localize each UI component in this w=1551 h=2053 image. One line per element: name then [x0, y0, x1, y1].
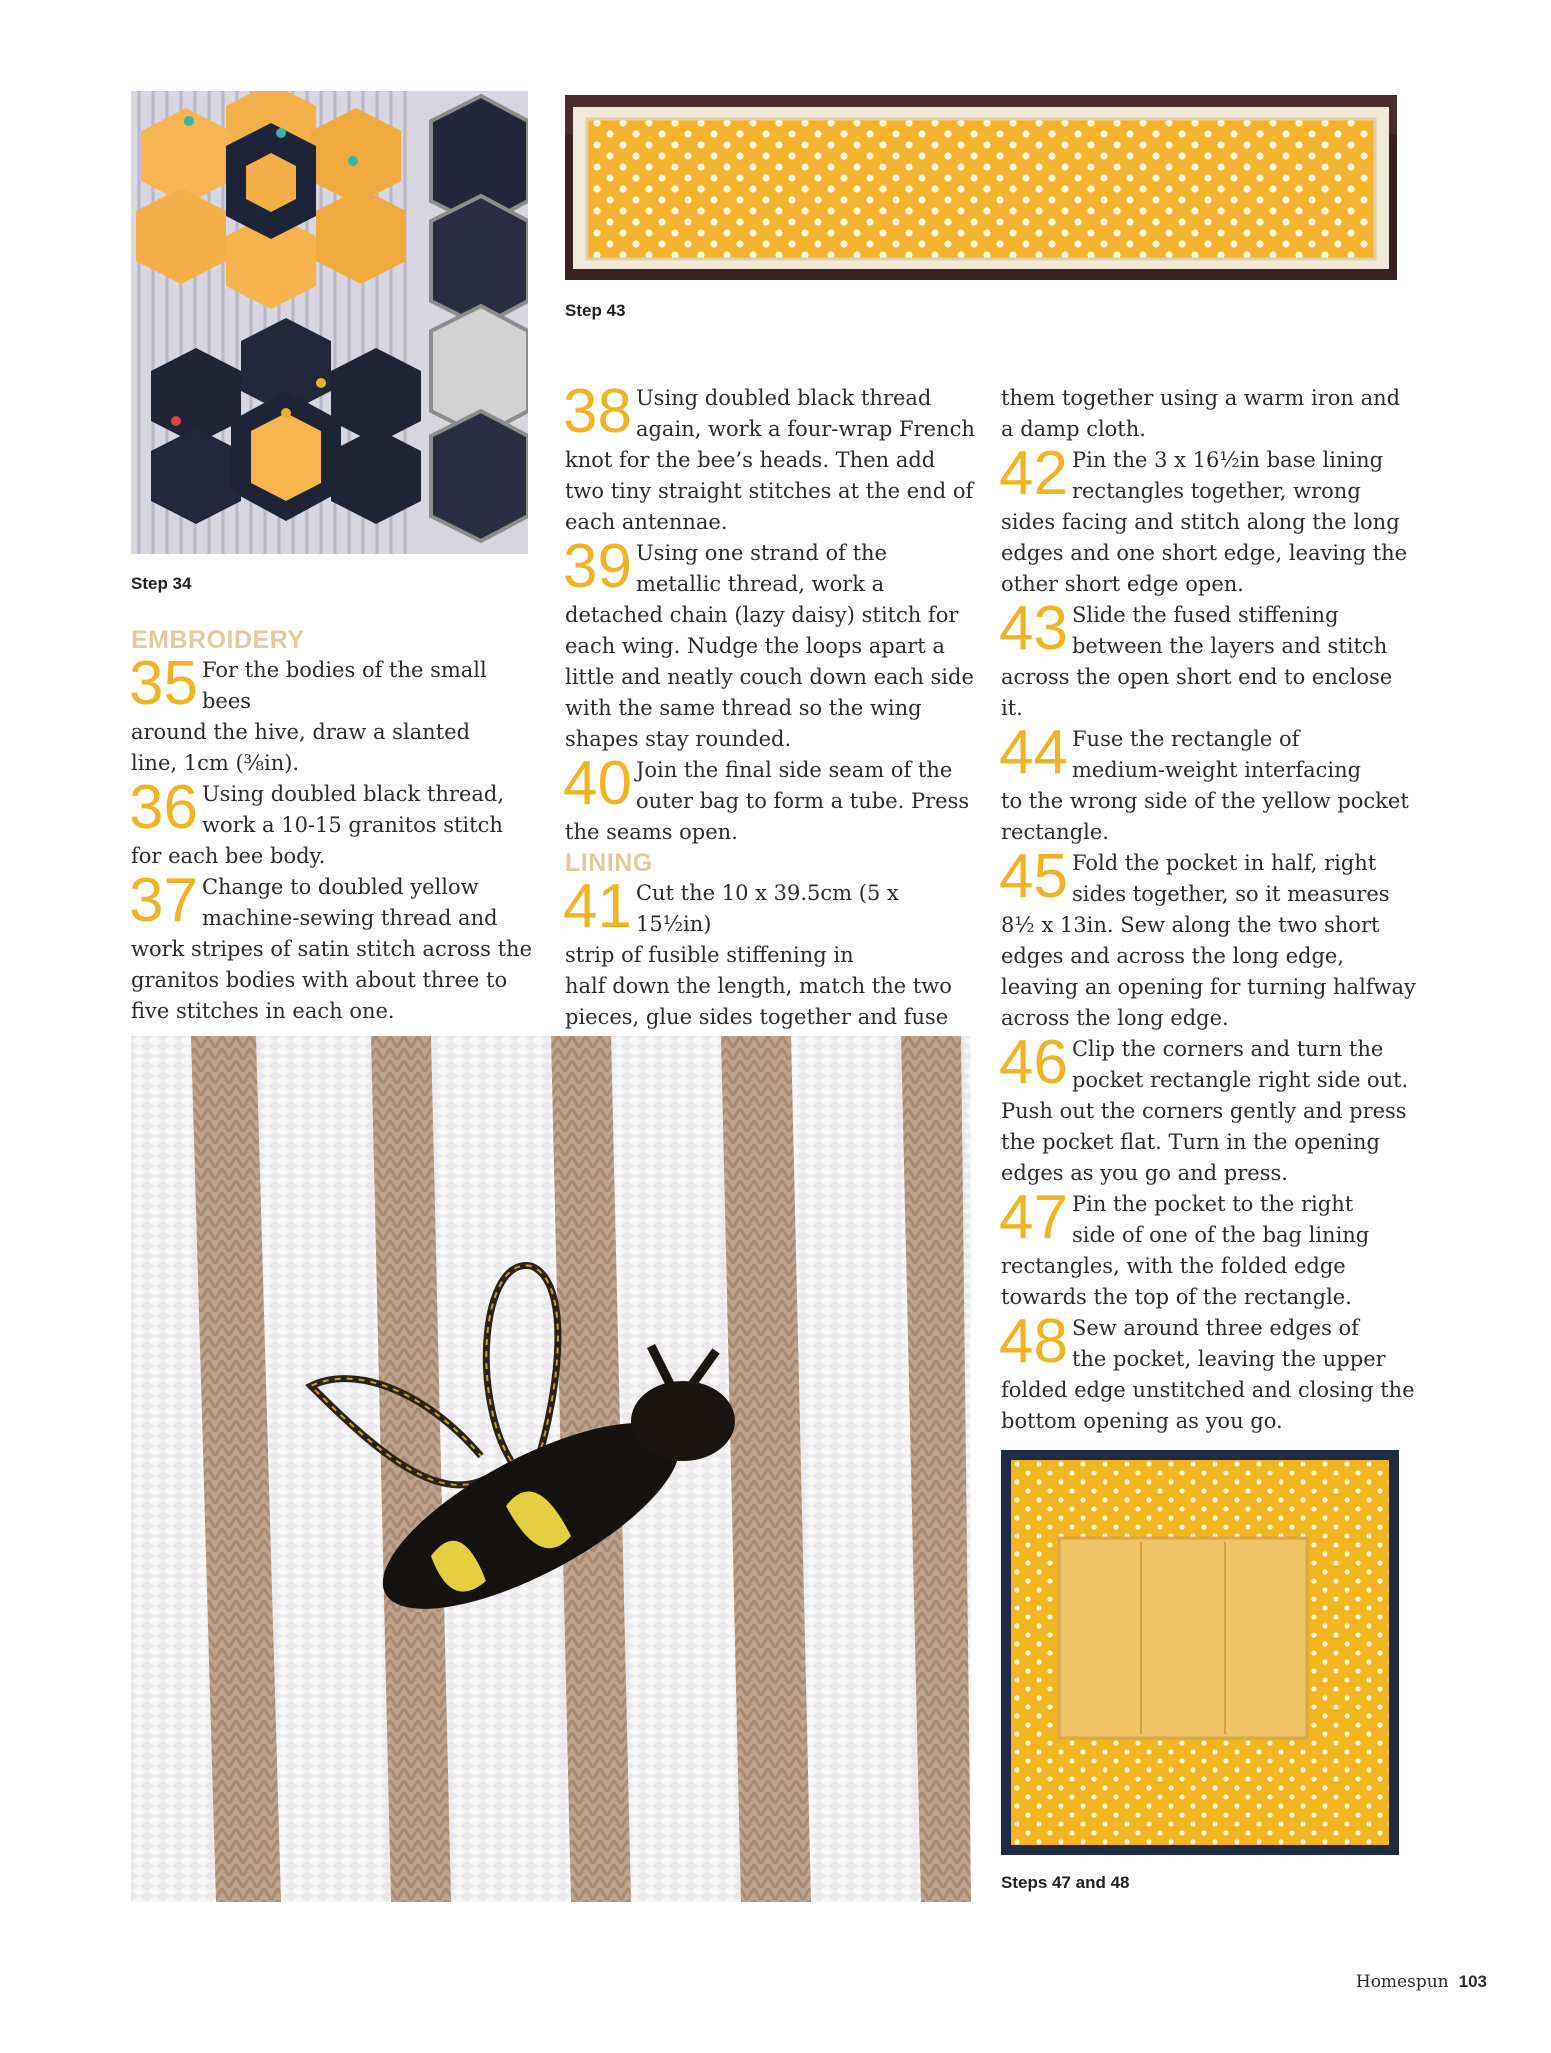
- step-text: work stripes of satin stitch across the granitos bodies with about three to five stitches in each one.: [131, 937, 533, 1023]
- photo-embroidered-bee: [131, 1036, 971, 1902]
- step-text: to the wrong side of the yellow pocket rectangle.: [1001, 789, 1409, 844]
- step-line-2: machine-sewing thread and: [201, 906, 498, 930]
- step-44: [999, 718, 1416, 848]
- photo-steps-47-48: [1001, 1450, 1399, 1855]
- caption-step-43: Step 43: [565, 301, 626, 320]
- photo-step-43: [565, 95, 1397, 280]
- step-number: 43: [999, 594, 1068, 663]
- step-text: rectangles, with the folded edge towards the top of the rectangle.: [1001, 1254, 1352, 1309]
- column-middle: [563, 377, 975, 1033]
- step-line-2: rectangles together, wrong: [1071, 479, 1361, 503]
- step-35: [129, 649, 541, 779]
- column-left: [131, 625, 541, 1027]
- step-38: [563, 377, 975, 538]
- step-43: [999, 594, 1416, 724]
- step-line-1: Sew around three edges of: [1071, 1316, 1359, 1340]
- step-number: 47: [999, 1183, 1068, 1252]
- step-line-1: Using doubled black thread: [635, 386, 932, 410]
- step-text: line, 1cm (⅜in).: [131, 751, 300, 775]
- step-line-1: Pin the pocket to the right: [1071, 1192, 1354, 1216]
- step-line-2: pocket rectangle right side out.: [1071, 1068, 1409, 1092]
- step-line-2: between the layers and stitch: [1071, 634, 1388, 658]
- step-48: [999, 1307, 1416, 1437]
- step-46: [999, 1028, 1416, 1189]
- step-line-2: outer bag to form a tube. Press: [635, 789, 970, 813]
- column-right: [1001, 383, 1416, 1437]
- step-39: [563, 532, 975, 755]
- step-line-2: work a 10-15 granitos stitch: [201, 813, 503, 837]
- step-text: detached chain (lazy daisy) stitch for each wing. Nudge the loops apart a little and neatly couch down each side with the same thread so the wing shapes stay rounded.: [565, 603, 974, 751]
- step-text: across the open short end to enclose it.: [1001, 665, 1393, 720]
- heading-lining: LINING: [565, 849, 653, 877]
- step-text: for each bee body.: [131, 844, 326, 868]
- heading-embroidery: EMBROIDERY: [131, 626, 305, 654]
- photo-step-34: [131, 91, 528, 554]
- step-number: 45: [999, 842, 1068, 911]
- step-41: [563, 872, 975, 1033]
- step-line-1: Fold the pocket in half, right: [1071, 851, 1377, 875]
- step-number: 41: [563, 872, 632, 941]
- step-number: 39: [563, 532, 632, 601]
- magazine-name: Homespun: [1355, 1972, 1449, 1992]
- step-line-2: again, work a four-wrap French: [635, 417, 975, 441]
- step-number: 40: [563, 749, 632, 818]
- step-line-1: Cut the 10 x 39.5cm (5 x 15½in): [635, 881, 899, 936]
- step-line-1: Using one strand of the: [635, 541, 887, 565]
- step-line-1: Change to doubled yellow: [201, 875, 479, 899]
- step-number: 46: [999, 1028, 1068, 1097]
- step-number: 35: [129, 649, 198, 718]
- step-line-2: side of one of the bag lining: [1071, 1223, 1370, 1247]
- step-number: 44: [999, 718, 1068, 787]
- step-text: Push out the corners gently and press the pocket flat. Turn in the opening edges as you go and press.: [1001, 1099, 1407, 1185]
- step-line-1: Fuse the rectangle of: [1071, 727, 1300, 751]
- page-footer: [1356, 1972, 1487, 1992]
- step-number: 48: [999, 1307, 1068, 1376]
- step-line-2: around the hive, draw a slanted: [131, 720, 471, 744]
- step-line-1: For the bodies of the small bees: [201, 658, 487, 713]
- step-36: [129, 773, 541, 872]
- step-line-2: metallic thread, work a: [635, 572, 885, 596]
- step-line-1: Pin the 3 x 16½in base lining: [1071, 448, 1384, 472]
- step-line-2: the pocket, leaving the upper: [1071, 1347, 1386, 1371]
- step-40: [563, 749, 975, 848]
- step-number: 38: [563, 377, 632, 446]
- step-47: [999, 1183, 1416, 1313]
- page-number: 103: [1458, 1972, 1487, 1991]
- step-line-2: sides together, so it measures: [1071, 882, 1390, 906]
- step-45: [999, 842, 1416, 1034]
- step-text: sides facing and stitch along the long edges and one short edge, leaving the other short edge open.: [1001, 510, 1408, 596]
- step-number: 36: [129, 773, 198, 842]
- step-line-1: Join the final side seam of the: [635, 758, 953, 782]
- step-text: folded edge unstitched and closing the bottom opening as you go.: [1001, 1378, 1415, 1433]
- step-41-continued: them together using a warm iron and a damp cloth.: [1001, 386, 1401, 441]
- step-text: the seams open.: [565, 820, 738, 844]
- step-line-1: Slide the fused stiffening: [1071, 603, 1339, 627]
- step-42: [999, 439, 1416, 600]
- step-line-2: medium-weight interfacing: [1071, 758, 1362, 782]
- step-37: [129, 866, 541, 1027]
- step-line-1: Clip the corners and turn the: [1071, 1037, 1384, 1061]
- caption-steps-47-48: Steps 47 and 48: [1001, 1873, 1130, 1892]
- step-number: 37: [129, 866, 198, 935]
- step-text: knot for the bee’s heads. Then add two tiny straight stitches at the end of each antennae.: [565, 448, 974, 534]
- step-text: half down the length, match the two pieces, glue sides together and fuse: [565, 974, 952, 1029]
- step-number: 42: [999, 439, 1068, 508]
- step-line-2: strip of fusible stiffening in: [565, 943, 854, 967]
- step-line-1: Using doubled black thread,: [201, 782, 505, 806]
- caption-step-34: Step 34: [131, 574, 192, 593]
- step-text: 8½ x 13in. Sew along the two short edges and across the long edge, leaving an opening for turning halfway across the long edge.: [1001, 913, 1416, 1030]
